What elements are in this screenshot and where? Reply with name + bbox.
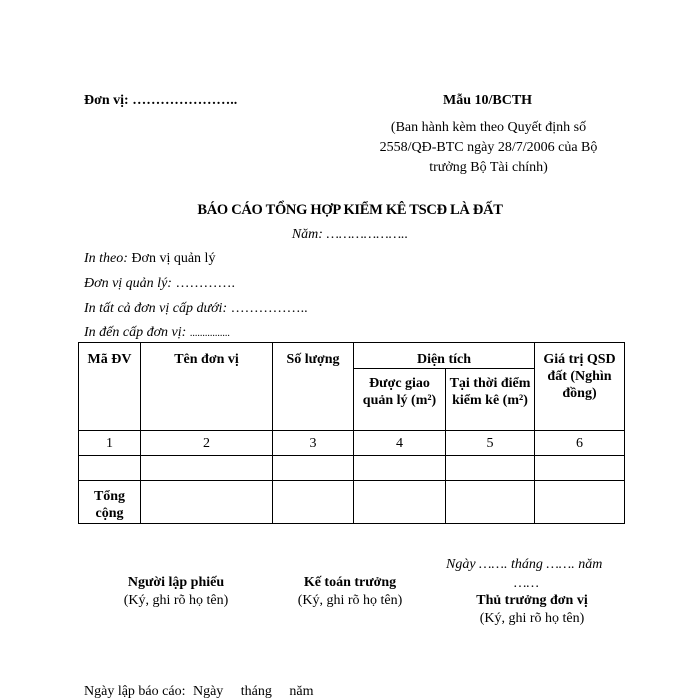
total-row: [79, 481, 625, 524]
table-cell: [354, 456, 446, 481]
report-date-line: [84, 684, 328, 700]
year-line: [0, 227, 700, 243]
table-cell: [141, 456, 273, 481]
report-date-month: tháng: [240, 684, 272, 699]
accountant-title: Kế toán trưởng: [303, 575, 397, 590]
form-note: (Ban hành kèm theo Quyết định số 2558/QĐ-BTC ngày 28/7/2006 của Bộ trưởng Bộ Tài chính): [379, 120, 598, 175]
header-area: Diện tích: [354, 343, 535, 369]
total-label: Tổng cộng: [79, 481, 141, 524]
print-to-dots: ................: [189, 328, 230, 339]
table-cell: [446, 456, 535, 481]
head-title: Thủ trưởng đơn vị: [476, 593, 588, 608]
print-all-label: In tất cả đơn vị cấp dưới:: [84, 301, 228, 316]
print-by-value: Đơn vị quản lý: [131, 251, 216, 266]
header-value: Giá trị QSD đất (Nghìn đồng): [535, 343, 625, 431]
print-by-label: In theo:: [84, 251, 128, 266]
form-code: Mẫu 10/BCTH: [443, 93, 533, 108]
print-all-dots: ……………..: [230, 301, 308, 316]
year-label: Năm:: [291, 227, 323, 242]
header-code: Mã ĐV: [79, 343, 141, 431]
signature-head: [450, 592, 614, 628]
table-row: [79, 456, 625, 481]
print-to-label: In đến cấp đơn vị:: [84, 325, 187, 340]
report-title: BÁO CÁO TỔNG HỢP KIỂM KÊ TSCĐ LÀ ĐẤT: [197, 202, 503, 218]
header-name: Tên đơn vị: [141, 343, 273, 431]
table-cell: [79, 456, 141, 481]
table-cell: [273, 481, 354, 524]
column-number: 1: [79, 431, 141, 456]
unit-line: [84, 93, 237, 109]
table-cell: [535, 456, 625, 481]
manager-unit-dots: ………….: [175, 276, 235, 291]
manager-unit-line: [84, 276, 235, 292]
table-cell: [273, 456, 354, 481]
print-to-line: [84, 325, 230, 341]
report-date-day: Ngày: [192, 684, 224, 699]
year-dots: ………………..: [326, 227, 409, 242]
print-by-line: [84, 251, 215, 267]
table-header-row: [79, 343, 625, 369]
header-area-at-inventory: Tại thời điểm kiểm kê (m²): [446, 369, 535, 431]
manager-unit-label: Đơn vị quản lý:: [84, 276, 172, 291]
table-cell: [354, 481, 446, 524]
sign-date-line: Ngày ……. tháng ……. năm: [446, 557, 603, 572]
table-cell: [446, 481, 535, 524]
unit-label: Đơn vị:: [84, 93, 129, 108]
header-area-assigned: Được giao quản lý (m²): [354, 369, 446, 431]
column-number: 5: [446, 431, 535, 456]
column-number-row: [79, 431, 625, 456]
column-number: 3: [273, 431, 354, 456]
print-all-line: [84, 301, 308, 317]
column-number: 6: [535, 431, 625, 456]
header-quantity: Số lượng: [273, 343, 354, 431]
table-cell: [141, 481, 273, 524]
column-number: 4: [354, 431, 446, 456]
unit-dots: …………………..: [132, 93, 238, 108]
table-cell: [535, 481, 625, 524]
report-date-label: Ngày lập báo cáo:: [84, 684, 186, 699]
maker-title: Người lập phiếu: [127, 575, 225, 590]
summary-table: [78, 342, 625, 524]
signature-accountant: [270, 574, 430, 610]
head-note: (Ký, ghi rõ họ tên): [479, 611, 585, 626]
signature-maker: [96, 574, 256, 610]
column-number: 2: [141, 431, 273, 456]
sign-date-line-continuation: ……: [514, 576, 539, 591]
accountant-note: (Ký, ghi rõ họ tên): [297, 593, 403, 608]
report-date-year: năm: [289, 684, 314, 699]
maker-note: (Ký, ghi rõ họ tên): [123, 593, 229, 608]
